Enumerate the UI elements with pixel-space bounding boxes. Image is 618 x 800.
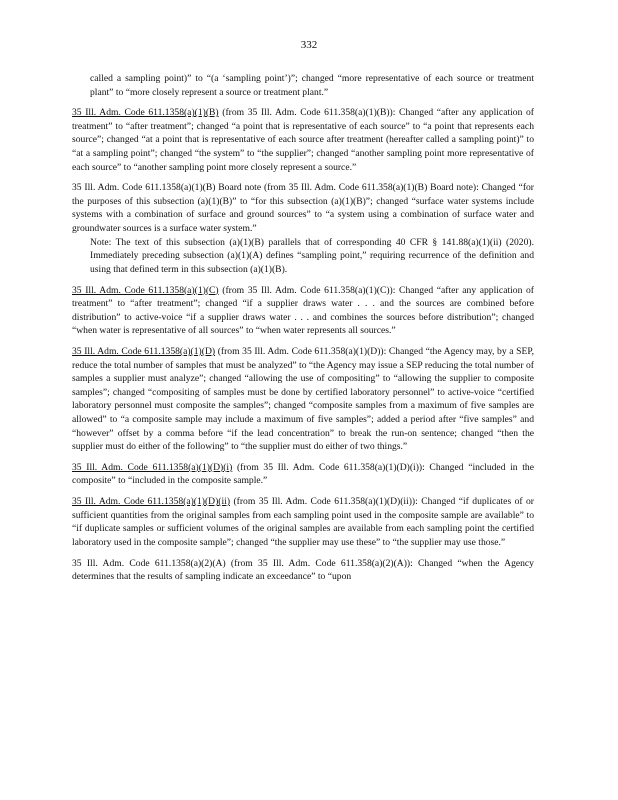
amendment-entry bbox=[72, 181, 534, 276]
entry-citation: 35 Ill. Adm. Code 611.1358(a)(1)(D)(i) bbox=[72, 461, 233, 473]
entry-citation: 35 Ill. Adm. Code 611.1358(a)(1)(D) bbox=[72, 345, 216, 357]
amendment-entry bbox=[72, 557, 534, 584]
continued-paragraph bbox=[72, 72, 534, 99]
amendment-entry bbox=[72, 106, 534, 174]
entry-text: (from 35 Ill. Adm. Code 611.358(a)(1)(D)): Changed “the Agency may, by a SEP, reduce the total number of samples that must be analyzed” to “the Agency may issue a SEP reducing the total number of samples a supplier must analyze”; changed “allowing the use of compositing” to “allowing the supplier to composite samples”; changed “compositing of samples must be done by certified laboratory personnel” to active-voice “certified laboratory personnel must composite the samples”; changed “composite samples from a maximum of five samples are allowed” to “a composite sample may include a maximum of five samples”; added a period after “five samples” and “however” offset by a comma before “if the lead concentration” to break the run-on sentence; changed “then the supplier must do either of the following” to “the supplier must do either of two things.” bbox=[72, 345, 534, 453]
amendment-entry bbox=[72, 284, 534, 338]
page-number: 332 bbox=[300, 39, 318, 51]
entry-citation: 35 Ill. Adm. Code 611.1358(a)(1)(D)(ii) bbox=[72, 496, 231, 508]
entry-citation: 35 Ill. Adm. Code 611.1358(a)(2)(A) bbox=[72, 557, 226, 569]
entry-citation: 35 Ill. Adm. Code 611.1358(a)(1)(C) bbox=[72, 284, 219, 296]
amendment-entry bbox=[72, 345, 534, 454]
entry-text: (from 35 Ill. Adm. Code 611.358(a)(1)(C)): Changed “after any application of treatment” to “after treatment”; changed “if a supplier draws water . . . and the sources are combined before distribution” to active-voice “if a supplier draws water . . . and combines the sources before distribution”; changed “when water is representative of all sources” to “when water represents all sources.” bbox=[72, 284, 534, 337]
entry-text: (from 35 Ill. Adm. Code 611.358(a)(1)(D)(ii)): Changed “if duplicates of or sufficient quantities from the original samples from each sampling point used in the composite sample are available” to “if duplicate samples or sufficient volumes of the original samples are available from each sampling point the certified laboratory used in the composite sample”; changed “the supplier may use these” to “the supplier may use those.” bbox=[72, 496, 535, 548]
entry-text: (from 35 Ill. Adm. Code 611.358(a)(2)(A)): Changed “when the Agency determines that the results of sampling indicate an exceedance” to “upon bbox=[72, 557, 534, 583]
entry-note: Note: The text of this subsection (a)(1)(B) parallels that of corresponding 40 CFR § 141.88(a)(1)(ii) (2020). Immediately preceding subsection (a)(1)(A) defines “sampling point,” requiring recurrence of the definition and using that defined term in this subsection (a)(1)(B). bbox=[90, 236, 534, 275]
entry-text: (from 35 Ill. Adm. Code 611.358(a)(1)(B)): Changed “after any application of treatment” to “after treatment”; changed “a point that is representative of each source” to “a point that represents each source”; changed “at a point that is representative of each source after treatment (hereafter called a sampling point)” to “at a sampling point”; changed “the system” to “the supplier”; changed “another sampling point more representative of each source” to “another sampling point more closely represent a source.” bbox=[72, 107, 534, 173]
amendment-entry bbox=[72, 495, 534, 549]
entry-citation: 35 Ill. Adm. Code 611.1358(a)(1)(B) bbox=[72, 107, 219, 119]
entry-text: called a sampling point)” to “(a ‘sampling point’)”; changed “more representative of each source or treatment plant” to “more closely represent a source or treatment plant.” bbox=[90, 73, 534, 98]
page-content bbox=[72, 72, 534, 591]
entry-text: (from 35 Ill. Adm. Code 611.358(a)(1)(D)(i)): Changed “included in the composite” to “included in the composite sample.” bbox=[72, 461, 534, 487]
entry-text: (from 35 Ill. Adm. Code 611.358(a)(1)(B) Board note): Changed “for the purposes of this subsection (a)(1)(B)” to “for this subsection (a)(1)(B)”; changed “surface water systems include systems with a combination of surface and ground sources” to “a system using a combination of surface water and groundwater sources is a surface water system.” bbox=[72, 182, 534, 235]
amendment-entry bbox=[72, 461, 534, 488]
entry-citation: 35 Ill. Adm. Code 611.1358(a)(1)(B) Board note bbox=[72, 182, 262, 194]
